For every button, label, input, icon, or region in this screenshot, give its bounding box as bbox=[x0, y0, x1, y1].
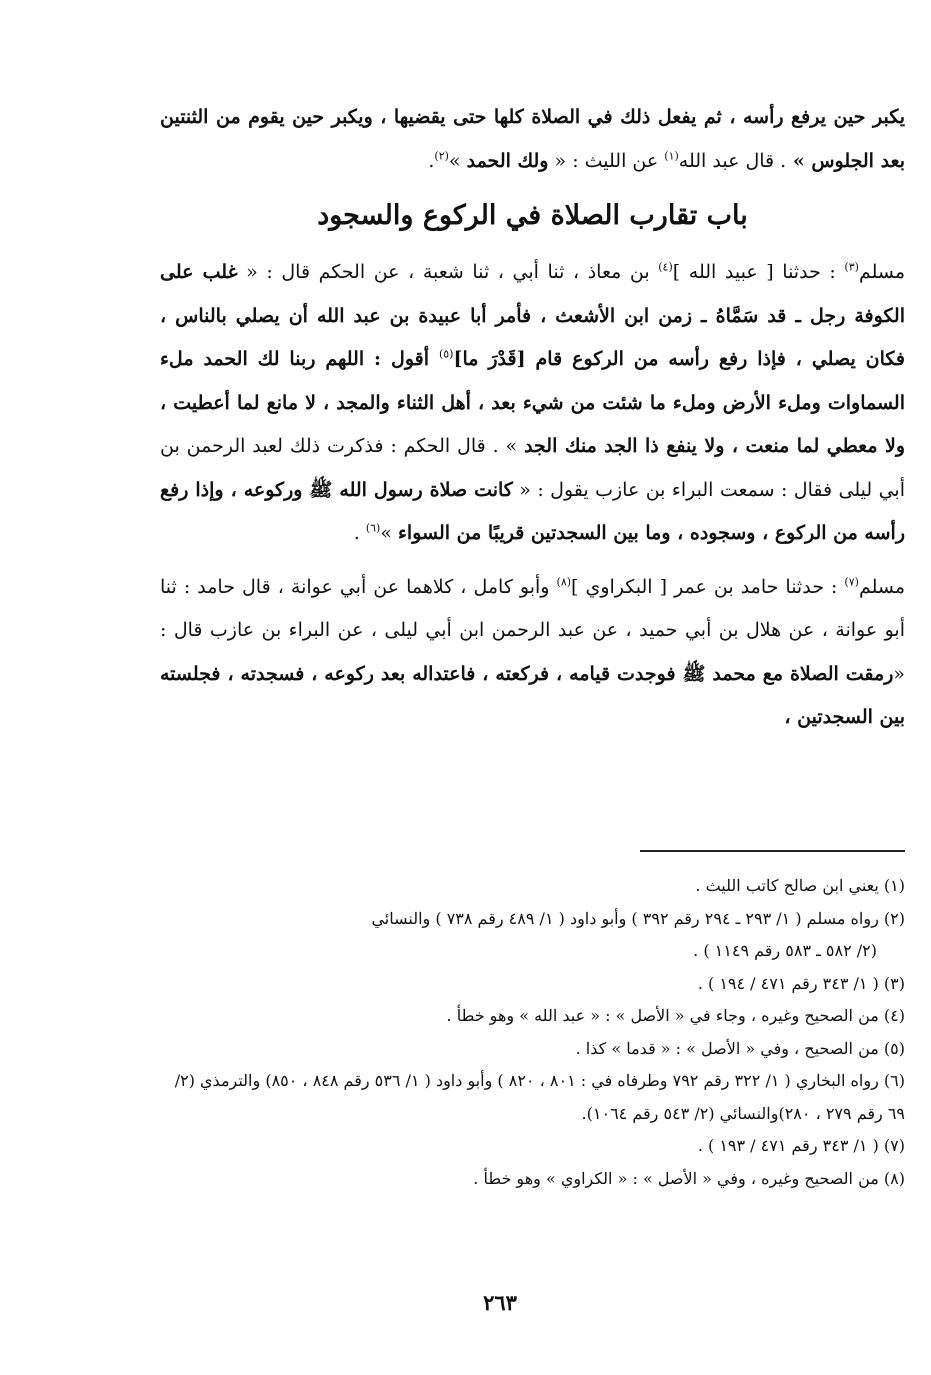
text-segment: » bbox=[380, 522, 398, 544]
paragraph bbox=[160, 96, 905, 183]
footnote-marker: (٨) bbox=[556, 575, 572, 589]
text-segment: » . قال الحكم : فذكرت ذلك لعبد الرحمن بن أبي ليلى فقال : سمعت البراء بن عازب يقول : « bbox=[160, 435, 905, 501]
footnote: (٥) من الصحيح ، وفي « الأصل » : « قدما » كذا . bbox=[575, 1038, 905, 1058]
text-segment: وأبو كامل ، كلاهما عن أبي عوانة ، قال حامد : ثنا أبو عوانة ، عن هلال بن أبي حميد ، عن عبد الرحمن ابن أبي ليلى ، عن البراء بن عازب قال : « bbox=[160, 575, 905, 685]
text-segment: يكبر حين يرفع رأسه ، ثم يفعل ذلك في الصلاة كلها حتى يقضيها ، ويكبر حين يقوم من الثنتين بعد الجلوس » bbox=[160, 106, 905, 172]
footnote-marker: (٣) bbox=[844, 260, 859, 274]
footnote: (٢) رواه مسلم ( ١/ ٢٩٣ ـ ٢٩٤ رقم ٣٩٢ ) وأبو داود ( ١/ ٤٨٩ رقم ٧٣٨ ) والنسائي bbox=[371, 908, 905, 928]
text-segment: : حدثنا [ عبيد الله ] bbox=[672, 261, 845, 283]
text-segment: أقول : اللهم ربنا لك الحمد ملء السماوات وملء الأرض وملء ما شئت من شيء بعد ، أهل الثناء والمجد ، لا مانع لما أعطيت ، ولا معطي لما منعت ، ولا ينفع ذا الجد منك الجد bbox=[160, 348, 906, 457]
footnote: (٨) من الصحيح وغيره ، وفي « الأصل » : « الكراوي » وهو خطأ . bbox=[473, 1168, 905, 1188]
footnote: (١) يعني ابن صالح كاتب الليث . bbox=[695, 876, 905, 895]
footnote: (٦) رواه البخاري ( ١/ ٣٢٢ رقم ٧٩٢ وطرفاه في : ٨٠١ ، ٨٢٠ ) وأبو داود ( ١/ ٥٣٦ رقم ٨٤٨ ، ٨٥٠) والترمذي (٢/ ٦٩ رقم ٢٧٩ ، ٢٨٠)والنسائي (٢/ ٥٤٣ رقم ١٠٦٤). bbox=[174, 1071, 905, 1123]
main-text bbox=[160, 96, 905, 740]
paragraph bbox=[160, 566, 905, 740]
footnotes bbox=[160, 870, 905, 1195]
text-segment: . bbox=[428, 149, 435, 172]
text-segment: . قال عبد الله bbox=[678, 149, 787, 172]
text-segment: » bbox=[448, 149, 467, 172]
text-segment: بن معاذ ، ثنا أبي ، ثنا شعبة ، عن الحكم قال : « bbox=[237, 261, 659, 283]
page-number: ٢٦٣ bbox=[483, 1290, 517, 1315]
text-segment: غلب على الكوفة رجل ـ قد سَمَّاهُ ـ زمن ابن الأشعث ، فأمر أبا عبيدة بن عبد الله أن يصلي بالناس ، فكان يصلي ، فإذا رفع رأسه من الركوع قام [قَدْرَ ما] bbox=[160, 261, 906, 370]
chapter-heading: باب تقارب الصلاة في الركوع والسجود bbox=[317, 200, 748, 231]
paragraph bbox=[160, 251, 905, 556]
footnote-marker: (١) bbox=[664, 149, 679, 163]
text-segment: مسلم bbox=[858, 261, 905, 283]
footnote: (٤) من الصحيح وغيره ، وجاء في « الأصل » : « عبد الله » وهو خطأ . bbox=[446, 1006, 905, 1025]
footnote: (٣) ( ١/ ٣٤٣ رقم ٤٧١ / ١٩٤ ) . bbox=[697, 973, 905, 993]
footnote-marker: (٧) bbox=[844, 575, 859, 589]
footnote-marker: (٤) bbox=[658, 260, 673, 274]
text-segment: . bbox=[353, 522, 366, 544]
footnote-marker: (٥) bbox=[438, 347, 454, 361]
footnote-marker: (٦) bbox=[365, 521, 381, 535]
text-segment: : حدثنا حامد بن عمر [ البكراوي ] bbox=[571, 575, 845, 598]
footnote-separator bbox=[640, 850, 905, 852]
text-segment: كانت صلاة رسول الله ﷺ وركوعه ، وإذا رفع رأسه من الركوع ، وسجوده ، وما بين السجدتين قريبًا من السواء bbox=[160, 478, 905, 544]
text-segment: عن الليث : « bbox=[548, 149, 665, 172]
footnote-continuation: (٢/ ٥٨٢ ـ ٥٨٣ رقم ١١٤٩ ) . bbox=[693, 941, 877, 960]
text-segment: ولك الحمد bbox=[466, 149, 549, 172]
footnote-marker: (٢) bbox=[434, 149, 449, 163]
text-segment: مسلم bbox=[858, 575, 905, 598]
text-segment: رمقت الصلاة مع محمد ﷺ فوجدت قيامه ، فركعته ، فاعتداله بعد ركوعه ، فسجدته ، فجلسته بين السجدتين ، bbox=[160, 662, 905, 728]
footnote: (٧) ( ١/ ٣٤٣ رقم ٤٧١ / ١٩٣ ) . bbox=[697, 1136, 905, 1155]
